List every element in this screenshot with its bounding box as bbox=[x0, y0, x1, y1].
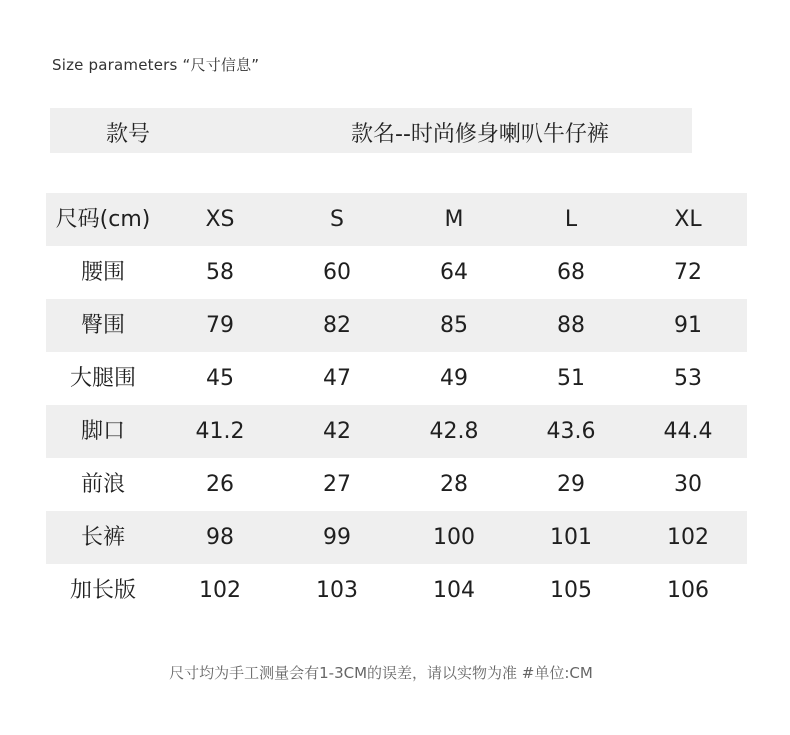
table-cell: 85 bbox=[440, 313, 468, 338]
table-cell: 53 bbox=[674, 366, 702, 391]
table-cell: 79 bbox=[206, 313, 234, 338]
table-cell: 104 bbox=[433, 578, 475, 603]
table-cell: 28 bbox=[440, 472, 468, 497]
table-cell: 44.4 bbox=[663, 419, 713, 444]
table-cell: 105 bbox=[550, 578, 592, 603]
table-cell: 51 bbox=[557, 366, 585, 391]
table-cell: 64 bbox=[440, 260, 468, 285]
header-cell-xl: XL bbox=[674, 207, 702, 232]
table-cell: 42.8 bbox=[429, 419, 479, 444]
table-cell: 99 bbox=[323, 525, 351, 550]
table-cell: 72 bbox=[674, 260, 702, 285]
row-label: 前浪 bbox=[80, 472, 125, 497]
table-cell: 29 bbox=[557, 472, 585, 497]
page-heading: Size parameters “尺寸信息” bbox=[52, 56, 260, 74]
table-cell: 98 bbox=[206, 525, 234, 550]
table-row-hip bbox=[46, 299, 747, 352]
table-cell: 106 bbox=[667, 578, 709, 603]
header-cell-xs: XS bbox=[205, 207, 235, 232]
measurement-note: 尺寸均为手工测量会有1-3CM的误差，请以实物为准 #单位:CM bbox=[169, 664, 593, 682]
table-cell: 58 bbox=[206, 260, 234, 285]
table-row-thigh bbox=[46, 352, 747, 405]
table-cell: 30 bbox=[674, 472, 702, 497]
table-cell: 103 bbox=[316, 578, 358, 603]
table-row-leg-opening bbox=[46, 405, 747, 458]
table-cell: 47 bbox=[323, 366, 351, 391]
table-cell: 45 bbox=[206, 366, 234, 391]
row-label: 加长版 bbox=[69, 578, 136, 603]
table-cell: 60 bbox=[323, 260, 351, 285]
style-name: 款名--时尚修身喇叭牛仔裤 bbox=[351, 122, 609, 147]
table-row-front-rise bbox=[46, 458, 747, 511]
row-label: 脚口 bbox=[80, 419, 125, 444]
table-cell: 88 bbox=[557, 313, 585, 338]
table-cell: 102 bbox=[199, 578, 241, 603]
table-cell: 102 bbox=[667, 525, 709, 550]
table-cell: 100 bbox=[433, 525, 475, 550]
table-cell: 49 bbox=[440, 366, 468, 391]
row-label: 腰围 bbox=[80, 260, 125, 285]
table-cell: 42 bbox=[323, 419, 351, 444]
table-header-row bbox=[46, 193, 747, 246]
table-cell: 91 bbox=[674, 313, 702, 338]
table-row-length bbox=[46, 511, 747, 564]
table-cell: 27 bbox=[323, 472, 351, 497]
table-row-waist bbox=[46, 246, 747, 299]
size-table bbox=[46, 193, 747, 617]
header-cell-m: M bbox=[444, 207, 464, 232]
table-row-extra-long bbox=[46, 564, 747, 617]
row-label: 大腿围 bbox=[69, 366, 136, 391]
table-cell: 68 bbox=[557, 260, 585, 285]
row-label: 臀围 bbox=[80, 313, 125, 338]
row-label: 长裤 bbox=[80, 525, 125, 550]
header-cell-s: S bbox=[330, 207, 344, 232]
table-cell: 101 bbox=[550, 525, 592, 550]
header-cell-size: 尺码(cm) bbox=[55, 207, 151, 232]
table-cell: 41.2 bbox=[195, 419, 245, 444]
table-cell: 82 bbox=[323, 313, 351, 338]
style-number-label: 款号 bbox=[106, 122, 151, 147]
table-cell: 43.6 bbox=[546, 419, 596, 444]
table-cell: 26 bbox=[206, 472, 234, 497]
header-cell-l: L bbox=[564, 207, 578, 232]
